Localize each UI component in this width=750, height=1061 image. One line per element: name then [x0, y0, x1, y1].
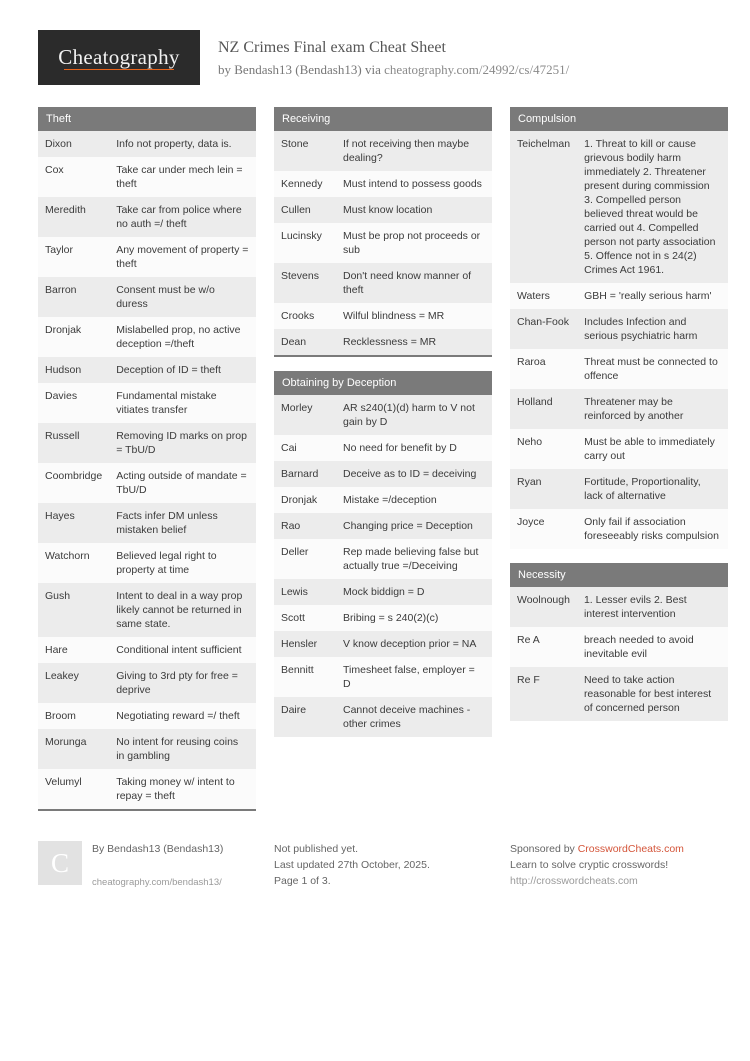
row-key: Barnard	[274, 461, 336, 487]
sponsor-line	[510, 841, 728, 857]
footer-sponsor-block	[510, 841, 728, 891]
row-value: Removing ID marks on prop = TbU/D	[109, 423, 256, 463]
page-number: Page 1 of 3.	[274, 875, 331, 887]
row-value: No intent for reusing coins in gambling	[109, 729, 256, 769]
row-value: Fundamental mistake vitiates transfer	[109, 383, 256, 423]
row-key: Rao	[274, 513, 336, 539]
row-value: Take car from police where no auth =/ theft	[109, 197, 256, 237]
card-table	[274, 395, 492, 737]
row-value: Must intend to possess goods	[336, 171, 492, 197]
row-key: Deller	[274, 539, 336, 579]
row-value: Recklessness = MR	[336, 329, 492, 356]
page-title: NZ Crimes Final exam Cheat Sheet	[218, 39, 446, 56]
last-updated: Last updated 27th October, 2025.	[274, 859, 430, 871]
footer-author-block	[38, 841, 256, 891]
row-key: Stevens	[274, 263, 336, 303]
row-key: Holland	[510, 389, 577, 429]
table-row	[274, 395, 492, 435]
row-key: Dronjak	[274, 487, 336, 513]
row-value: Wilful blindness = MR	[336, 303, 492, 329]
row-key: Hayes	[38, 503, 109, 543]
row-value: Includes Infection and serious psychiatric harm	[577, 309, 728, 349]
row-value: Must be prop not proceeds or sub	[336, 223, 492, 263]
row-key: Daire	[274, 697, 336, 737]
row-value: Info not property, data is.	[109, 131, 256, 157]
table-row	[274, 131, 492, 171]
row-key: Scott	[274, 605, 336, 631]
row-value: Deceive as to ID = deceiving	[336, 461, 492, 487]
table-row	[274, 435, 492, 461]
row-key: Morunga	[38, 729, 109, 769]
table-row	[510, 509, 728, 549]
row-value: Mislabelled prop, no active deception =/theft	[109, 317, 256, 357]
row-key: Re A	[510, 627, 577, 667]
row-key: Kennedy	[274, 171, 336, 197]
sponsor-url[interactable]: http://crosswordcheats.com	[510, 875, 638, 887]
title-block	[200, 30, 569, 80]
table-row	[274, 171, 492, 197]
cheat-card	[274, 107, 492, 357]
page-footer	[0, 825, 750, 891]
row-key: Taylor	[38, 237, 109, 277]
row-key: Coombridge	[38, 463, 109, 503]
cheat-card	[510, 563, 728, 721]
row-value: Don't need know manner of theft	[336, 263, 492, 303]
row-key: Dixon	[38, 131, 109, 157]
row-value: Threatener may be reinforced by another	[577, 389, 728, 429]
table-row	[274, 461, 492, 487]
card-table	[510, 131, 728, 549]
card-table	[38, 131, 256, 811]
row-key: Lewis	[274, 579, 336, 605]
row-key: Re F	[510, 667, 577, 721]
table-row	[38, 237, 256, 277]
table-row	[510, 429, 728, 469]
row-key: Gush	[38, 583, 109, 637]
table-row	[510, 667, 728, 721]
table-row	[510, 587, 728, 627]
sponsor-link[interactable]: CrosswordCheats.com	[577, 843, 684, 855]
table-row	[274, 605, 492, 631]
columns-container	[0, 85, 750, 825]
card-heading: Compulsion	[510, 107, 728, 131]
row-value: Believed legal right to property at time	[109, 543, 256, 583]
footer-publish-block	[274, 841, 492, 891]
row-value: Changing price = Deception	[336, 513, 492, 539]
row-key: Lucinsky	[274, 223, 336, 263]
row-value: Must know location	[336, 197, 492, 223]
row-key: Hensler	[274, 631, 336, 657]
row-value: Negotiating reward =/ theft	[109, 703, 256, 729]
cheatography-logo[interactable]	[38, 30, 200, 85]
row-key: Stone	[274, 131, 336, 171]
table-row	[510, 283, 728, 309]
row-key: Raroa	[510, 349, 577, 389]
row-key: Cox	[38, 157, 109, 197]
row-key: Dronjak	[38, 317, 109, 357]
card-heading: Obtaining by Deception	[274, 371, 492, 395]
content-column	[274, 107, 492, 825]
row-key: Teichelman	[510, 131, 577, 283]
row-key: Cullen	[274, 197, 336, 223]
row-value: Consent must be w/o duress	[109, 277, 256, 317]
table-row	[510, 469, 728, 509]
row-value: Conditional intent sufficient	[109, 637, 256, 663]
row-key: Broom	[38, 703, 109, 729]
row-value: Must be able to immediately carry out	[577, 429, 728, 469]
table-row	[274, 631, 492, 657]
row-value: Acting outside of mandate = TbU/D	[109, 463, 256, 503]
table-row	[38, 503, 256, 543]
row-value: AR s240(1)(d) harm to V not gain by D	[336, 395, 492, 435]
row-key: Woolnough	[510, 587, 577, 627]
logo-underline	[64, 69, 174, 70]
table-row	[38, 357, 256, 383]
card-table	[274, 131, 492, 357]
row-value: V know deception prior = NA	[336, 631, 492, 657]
row-key: Hudson	[38, 357, 109, 383]
byline-via: via	[361, 62, 385, 77]
table-row	[274, 657, 492, 697]
row-value: 1. Lesser evils 2. Best interest intervention	[577, 587, 728, 627]
row-key: Velumyl	[38, 769, 109, 810]
row-value: Bribing = s 240(2)(c)	[336, 605, 492, 631]
row-key: Barron	[38, 277, 109, 317]
row-value: If not receiving then maybe dealing?	[336, 131, 492, 171]
row-key: Davies	[38, 383, 109, 423]
table-row	[274, 197, 492, 223]
row-key: Cai	[274, 435, 336, 461]
table-row	[38, 729, 256, 769]
row-value: Rep made believing false but actually true =/Deceiving	[336, 539, 492, 579]
table-row	[274, 487, 492, 513]
row-key: Bennitt	[274, 657, 336, 697]
row-key: Leakey	[38, 663, 109, 703]
row-key: Russell	[38, 423, 109, 463]
row-value: Fortitude, Proportionality, lack of alternative	[577, 469, 728, 509]
table-row	[38, 317, 256, 357]
row-value: Mistake =/deception	[336, 487, 492, 513]
byline-prefix: by	[218, 62, 235, 77]
content-column	[38, 107, 256, 825]
card-heading: Necessity	[510, 563, 728, 587]
footer-by-line: By Bendash13 (Bendash13)	[92, 843, 224, 855]
table-row	[510, 627, 728, 667]
table-row	[274, 329, 492, 356]
publish-status: Not published yet.	[274, 843, 359, 855]
row-key: Morley	[274, 395, 336, 435]
row-value: Facts infer DM unless mistaken belief	[109, 503, 256, 543]
row-value: GBH = 'really serious harm'	[577, 283, 728, 309]
cheat-card	[274, 371, 492, 737]
cheat-card	[510, 107, 728, 549]
row-value: No need for benefit by D	[336, 435, 492, 461]
table-row	[38, 543, 256, 583]
row-key: Neho	[510, 429, 577, 469]
table-row	[274, 263, 492, 303]
table-row	[510, 389, 728, 429]
row-value: Any movement of property = theft	[109, 237, 256, 277]
table-row	[38, 769, 256, 810]
table-row	[38, 463, 256, 503]
row-key: Dean	[274, 329, 336, 356]
logo-text: Cheatography	[58, 45, 180, 69]
table-row	[38, 583, 256, 637]
row-key: Watchorn	[38, 543, 109, 583]
author-name: Bendash13 (Bendash13)	[234, 62, 362, 77]
row-value: 1. Threat to kill or cause grievous bodily harm immediately 2. Threatener present during commission 3. Compelled person believed threat would be carried out 4. Compelled person not party association 5. Offence not in s 24(2) Crimes Act 1961.	[577, 131, 728, 283]
row-key: Hare	[38, 637, 109, 663]
row-key: Chan-Fook	[510, 309, 577, 349]
row-value: Threat must be connected to offence	[577, 349, 728, 389]
table-row	[38, 383, 256, 423]
row-value: Intent to deal in a way prop likely cannot be returned in same state.	[109, 583, 256, 637]
table-row	[38, 277, 256, 317]
table-row	[38, 157, 256, 197]
row-value: Need to take action reasonable for best interest of concerned person	[577, 667, 728, 721]
table-row	[274, 513, 492, 539]
card-table	[510, 587, 728, 721]
card-heading: Theft	[38, 107, 256, 131]
row-key: Waters	[510, 283, 577, 309]
source-url-link[interactable]: cheatography.com/24992/cs/47251/	[384, 62, 570, 77]
table-row	[274, 223, 492, 263]
row-value: Only fail if association foreseeably risks compulsion	[577, 509, 728, 549]
table-row	[38, 663, 256, 703]
row-key: Crooks	[274, 303, 336, 329]
sponsor-prefix: Sponsored by	[510, 843, 578, 855]
table-row	[510, 349, 728, 389]
row-value: Taking money w/ intent to repay = theft	[109, 769, 256, 810]
row-value: Giving to 3rd pty for free = deprive	[109, 663, 256, 703]
row-value: breach needed to avoid inevitable evil	[577, 627, 728, 667]
table-row	[38, 703, 256, 729]
table-row	[38, 197, 256, 237]
table-row	[38, 131, 256, 157]
table-row	[274, 697, 492, 737]
byline	[218, 60, 569, 80]
row-key: Joyce	[510, 509, 577, 549]
row-key: Ryan	[510, 469, 577, 509]
content-column	[510, 107, 728, 825]
footer-profile-url[interactable]: cheatography.com/bendash13/	[92, 877, 222, 888]
table-row	[274, 539, 492, 579]
table-row	[274, 579, 492, 605]
table-row	[510, 309, 728, 349]
row-key: Meredith	[38, 197, 109, 237]
row-value: Cannot deceive machines - other crimes	[336, 697, 492, 737]
table-row	[510, 131, 728, 283]
row-value: Mock biddign = D	[336, 579, 492, 605]
page-header	[0, 0, 750, 85]
sponsor-tagline: Learn to solve cryptic crosswords!	[510, 859, 669, 871]
row-value: Take car under mech lein = theft	[109, 157, 256, 197]
card-heading: Receiving	[274, 107, 492, 131]
table-row	[274, 303, 492, 329]
table-row	[38, 423, 256, 463]
table-row	[38, 637, 256, 663]
avatar: C	[38, 841, 82, 885]
row-value: Timesheet false, employer = D	[336, 657, 492, 697]
row-value: Deception of ID = theft	[109, 357, 256, 383]
cheat-card	[38, 107, 256, 811]
